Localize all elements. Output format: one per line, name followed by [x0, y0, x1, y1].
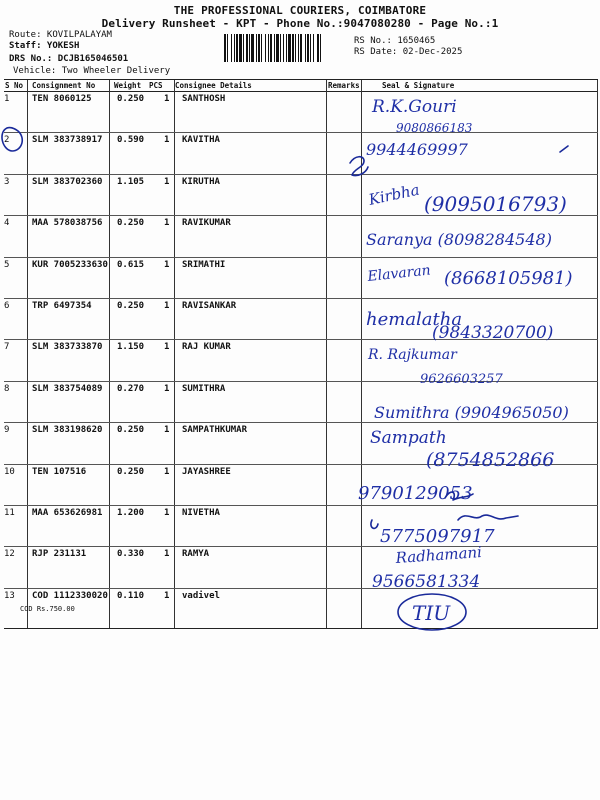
rs-date: RS Date: 02-Dec-2025	[354, 47, 463, 57]
hw-r10: 9790129053	[358, 483, 473, 504]
hw-r7b: 9626603257	[420, 372, 503, 387]
row-13-sno: 13	[4, 590, 15, 601]
col-remarks: Remarks	[328, 81, 360, 90]
row-divider	[4, 422, 598, 423]
row-11-pcs: 1	[164, 508, 170, 518]
row-divider	[4, 588, 598, 589]
row-9-name: SAMPATHKUMAR	[182, 425, 248, 436]
col-consignment: Consignment No	[32, 81, 96, 90]
row-12-pcs: 1	[164, 549, 170, 560]
row-12-cons: RJP 231131	[32, 549, 87, 560]
row-2-cons: SLM 383738917	[32, 135, 103, 146]
row-7-wt: 1.150	[117, 342, 145, 353]
row-4-wt: 0.250	[117, 218, 145, 229]
row-3-name: KIRUTHA	[182, 176, 220, 187]
company-title: THE PROFESSIONAL COURIERS, COIMBATORE	[173, 4, 427, 17]
row-2-name: KAVITHA	[182, 135, 220, 146]
row-3-wt: 1.105	[117, 176, 145, 187]
row-4-sno: 4	[4, 218, 10, 229]
row-13-cons: COD 1112330020	[32, 590, 108, 601]
row-5-cons: KUR 7005233630	[32, 259, 108, 270]
row-11-cons: MAA 653626981	[32, 508, 103, 518]
row-6-wt: 0.250	[117, 301, 145, 311]
drs-number: DRS No.: DCJB165046501	[9, 54, 129, 64]
delivery-table	[4, 79, 598, 629]
row-4-name: RAVIKUMAR	[182, 218, 231, 229]
row-1-wt: 0.250	[117, 94, 145, 104]
row-divider	[4, 505, 598, 506]
row-7-name: RAJ KUMAR	[182, 342, 231, 353]
vehicle-label: Vehicle: Two Wheeler Delivery	[13, 66, 171, 76]
row-divider	[4, 215, 598, 216]
staff-label: Staff: YOKESH	[9, 41, 80, 51]
row-7-cons: SLM 383733870	[32, 342, 103, 353]
row-divider	[4, 381, 598, 382]
hw-r13: TIU	[412, 601, 451, 625]
row-11-name: NIVETHA	[182, 508, 220, 518]
row-8-name: SUMITHRA	[182, 383, 226, 394]
hw-r1b: 9080866183	[396, 121, 473, 135]
barcode	[224, 34, 350, 62]
row-6-sno: 6	[4, 301, 10, 311]
row-6-name: RAVISANKAR	[182, 301, 237, 311]
row-10-cons: TEN 107516	[32, 466, 87, 477]
row-9-cons: SLM 383198620	[32, 425, 103, 436]
cod-note: COD Rs.750.00	[20, 604, 75, 613]
row-divider	[4, 339, 598, 340]
row-2-sno: 2	[4, 135, 10, 146]
row-divider	[4, 174, 598, 175]
col-consignee: Consignee Details	[175, 81, 252, 90]
row-1-cons: TEN 8060125	[32, 94, 92, 104]
row-4-cons: MAA 578038756	[32, 218, 103, 229]
row-10-sno: 10	[4, 466, 15, 477]
hw-r8: Sumithra (9904965050)	[374, 403, 569, 422]
row-10-name: JAYASHREE	[182, 466, 231, 477]
row-1-sno: 1	[4, 94, 10, 104]
hw-r7a: R. Rajkumar	[368, 347, 457, 363]
row-9-pcs: 1	[164, 425, 170, 436]
barcode-bar	[321, 34, 323, 62]
row-6-pcs: 1	[164, 301, 170, 311]
hw-r4: Saranya (8098284548)	[366, 230, 552, 249]
row-13-pcs: 1	[164, 590, 170, 601]
row-12-sno: 12	[4, 549, 15, 560]
row-8-cons: SLM 383754089	[32, 383, 103, 394]
row-3-cons: SLM 383702360	[32, 176, 103, 187]
row-8-wt: 0.270	[117, 383, 145, 394]
row-divider	[4, 298, 598, 299]
row-2-wt: 0.590	[117, 135, 145, 146]
row-5-wt: 0.615	[117, 259, 145, 270]
col-sno: S No	[5, 81, 24, 90]
hw-r12b: 9566581334	[372, 572, 481, 592]
row-divider	[4, 464, 598, 465]
row-10-pcs: 1	[164, 466, 170, 477]
row-2-pcs: 1	[164, 135, 170, 146]
hw-r6b: (9843320700)	[432, 323, 554, 343]
hw-r6a: hemalatha	[366, 309, 463, 330]
row-13-name: vadivel	[182, 590, 220, 601]
table-header	[4, 80, 598, 92]
hw-r12a: Radhamani	[395, 543, 483, 567]
hw-r2: 9944469997	[366, 140, 468, 159]
hw-r9b: (8754852866	[426, 449, 555, 471]
row-divider	[4, 546, 598, 547]
hw-r3b: (9095016793)	[424, 192, 567, 216]
hw-r9a: Sampath	[370, 428, 447, 448]
hw-r3a: Kirbha	[367, 180, 422, 209]
row-divider	[4, 132, 598, 133]
row-8-sno: 8	[4, 383, 10, 394]
route-label: Route: KOVILPALAYAM	[9, 30, 112, 40]
row-12-wt: 0.330	[117, 549, 145, 560]
row-9-wt: 0.250	[117, 425, 145, 436]
row-12-name: RAMYA	[182, 549, 210, 560]
row-1-pcs: 1	[164, 94, 170, 104]
col-seal: Seal & Signature	[382, 81, 455, 90]
row-3-sno: 3	[4, 176, 10, 187]
row-11-wt: 1.200	[117, 508, 145, 518]
row-9-sno: 9	[4, 425, 10, 436]
row-8-pcs: 1	[164, 383, 170, 394]
row-divider	[4, 257, 598, 258]
rs-number: RS No.: 1650465	[354, 36, 436, 46]
hw-r5a: Elavaran	[366, 262, 432, 285]
row-7-sno: 7	[4, 342, 10, 353]
hw-r11: 5775097917	[380, 526, 495, 547]
row-4-pcs: 1	[164, 218, 170, 229]
row-5-pcs: 1	[164, 259, 170, 270]
row-5-name: SRIMATHI	[182, 259, 226, 270]
col-pcs: PCS	[149, 81, 163, 90]
col-weight: Weight	[114, 81, 142, 90]
row-1-name: SANTHOSH	[182, 94, 226, 104]
row-10-wt: 0.250	[117, 466, 145, 477]
hw-r1a: R.K.Gouri	[372, 97, 457, 117]
hw-r5b: (8668105981)	[444, 268, 573, 289]
runsheet-subtitle: Delivery Runsheet - KPT - Phone No.:9047080280 - Page No.:1	[101, 17, 499, 30]
row-11-sno: 11	[4, 508, 15, 518]
row-5-sno: 5	[4, 259, 10, 270]
row-7-pcs: 1	[164, 342, 170, 353]
row-13-wt: 0.110	[117, 590, 145, 601]
row-3-pcs: 1	[164, 176, 170, 187]
row-6-cons: TRP 6497354	[32, 301, 92, 311]
